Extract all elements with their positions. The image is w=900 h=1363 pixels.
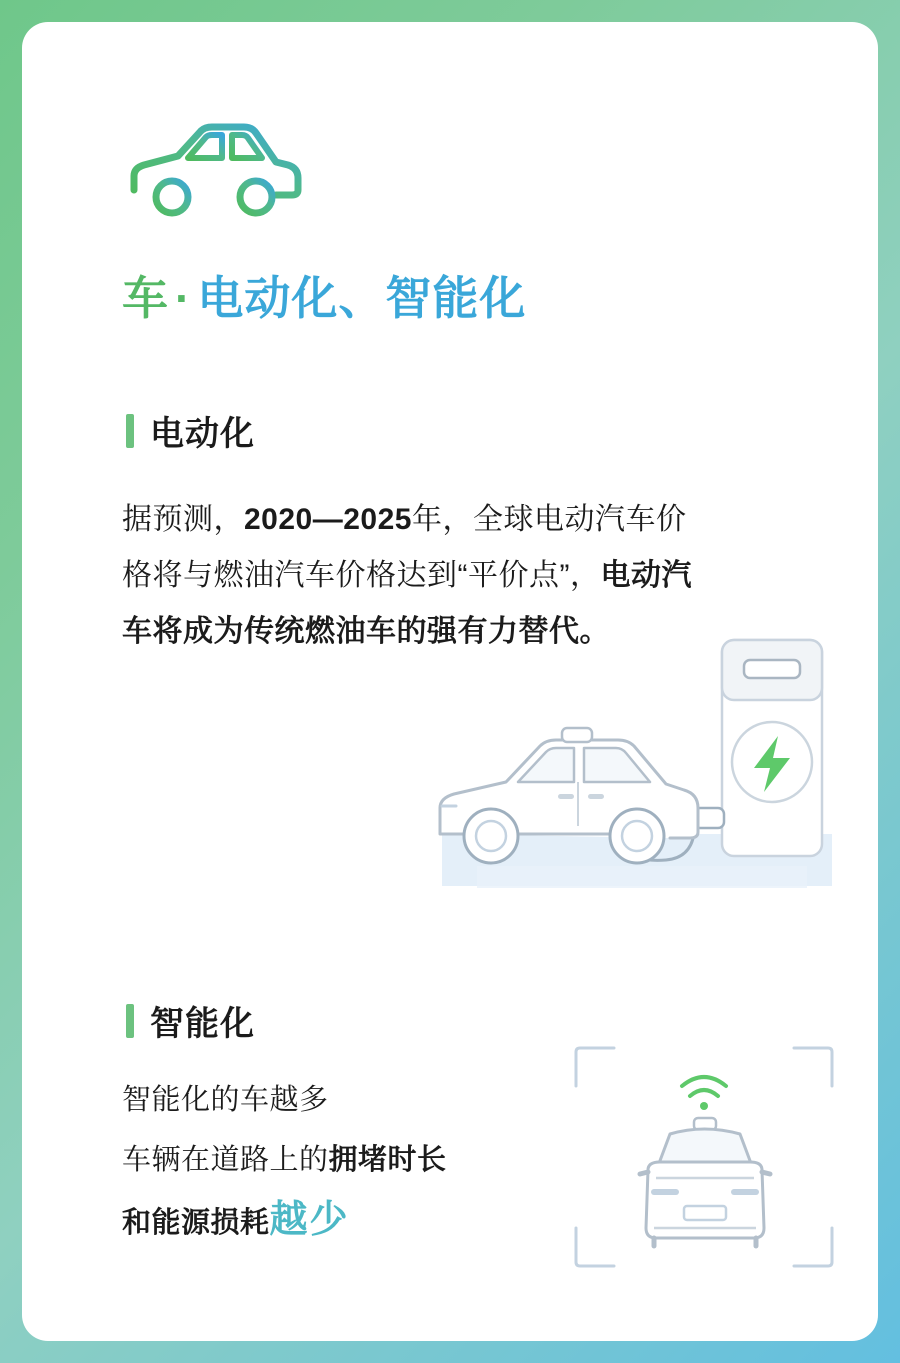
section-heading-electrification <box>126 406 255 455</box>
wifi-icon <box>682 1077 726 1110</box>
line1-text: 智能化的车越多 <box>122 1084 329 1116</box>
intelligence-line-3 <box>122 1190 592 1253</box>
para-part-3: 年，全球电动汽车价格将与燃油汽车价格达到“平价点”， <box>122 503 687 592</box>
poster-card <box>22 22 878 1341</box>
line3-highlight: 越少 <box>269 1199 350 1241</box>
ev-charging-illustration <box>422 622 842 922</box>
intelligence-line-2 <box>122 1130 592 1190</box>
car-icon <box>126 118 306 228</box>
line2-bold: 拥堵时长 <box>328 1144 447 1176</box>
line2-text: 车辆在道路上的 <box>122 1144 329 1176</box>
title-main: 车 <box>122 272 169 324</box>
para-part-2: 2020—2025 <box>244 503 412 536</box>
heading-bar-icon <box>126 414 134 448</box>
section-heading-intelligence <box>126 996 255 1045</box>
heading-bar-icon <box>126 1004 134 1038</box>
intelligence-paragraph <box>122 1070 592 1253</box>
para-part-1: 据预测， <box>122 503 244 536</box>
intelligence-line-1 <box>122 1070 592 1130</box>
title-rest: 电动化、智能化 <box>197 272 527 324</box>
line3-text: 和能源损耗 <box>122 1207 270 1239</box>
para-part-4: 电动汽车将成为传统燃油车的强有力替代。 <box>122 559 692 648</box>
autonomous-car-illustration <box>570 1042 838 1272</box>
section-heading-label: 电动化 <box>150 415 255 453</box>
section-heading-label: 智能化 <box>150 1005 255 1043</box>
page-title <box>122 262 526 328</box>
title-dot: · <box>175 272 192 324</box>
